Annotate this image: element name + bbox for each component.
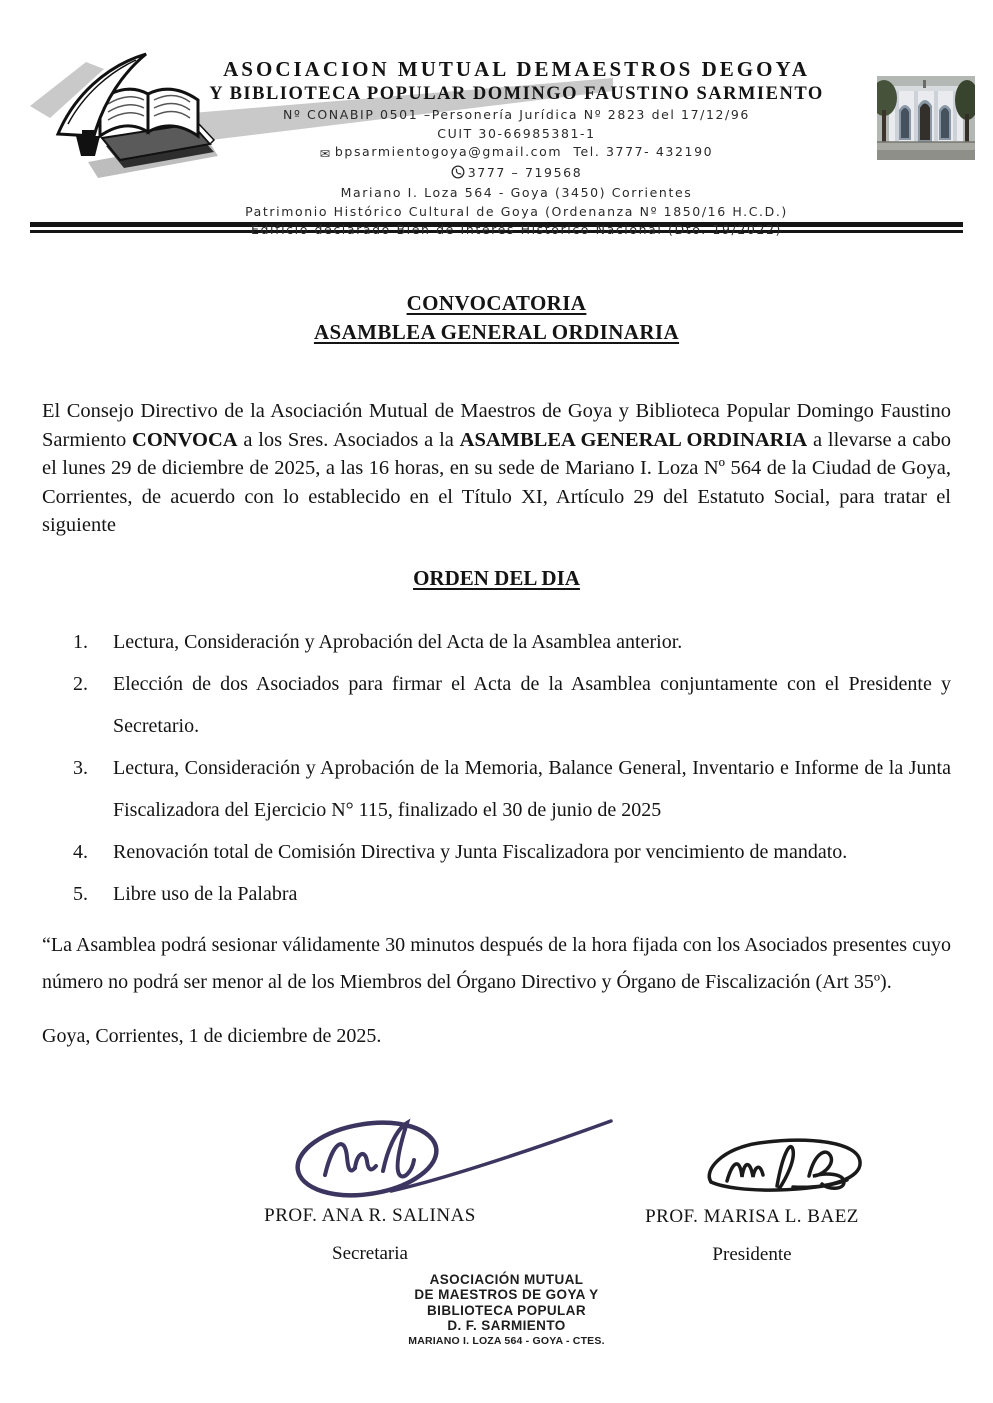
heritage-line2: Edificio declarado Bien de Interés Histórico Nacional (Dto. 19/2022)	[250, 222, 783, 237]
agenda-item-number: 2.	[73, 672, 88, 695]
intro-text-3: a llevarse a cabo el lunes 29 de diciembre de 2025, a las 16 horas, en su sede de Mariano I. Loza Nº 564 de la Ciudad de Goya, Corrientes, de acuerdo con lo establecido en el Título XI, Artículo 29 del Estatuto Social, para tratar el siguiente	[42, 428, 951, 536]
intro-bold-convoca: CONVOCA	[132, 428, 238, 451]
agenda-heading	[42, 566, 951, 591]
signature-block	[42, 1101, 951, 1266]
registry-line: Nº CONABIP 0501 –Personería Jurídica Nº 2823 del 17/12/96	[283, 107, 750, 122]
contact-line	[168, 143, 865, 164]
org-name-line1: ASOCIACION MUTUAL DEMAESTROS DEGOYA	[223, 57, 810, 81]
library-building-photo	[877, 76, 975, 160]
email-text: bpsarmientogoya@gmail.com	[334, 144, 563, 159]
stamp-line: DE MAESTROS DE GOYA Y	[414, 1287, 599, 1302]
intro-text-1: El Consejo Directivo de la Asociación Mutual de Maestros de Goya y Biblioteca Popular Domingo Faustino Sarmiento	[42, 400, 951, 451]
organization-stamp	[408, 1272, 604, 1348]
presidente-signature-icon	[697, 1134, 867, 1196]
whatsapp-line	[168, 164, 865, 185]
heritage-line1: Patrimonio Histórico Cultural de Goya (Ordenanza Nº 1850/16 H.C.D.)	[245, 203, 788, 219]
agenda-item-number: 3.	[73, 756, 88, 779]
agenda-item-number: 5.	[73, 882, 88, 905]
intro-text-2: a los Sres. Asociados a la	[237, 428, 460, 451]
secretaria-role: Secretaria	[332, 1242, 408, 1264]
intro-bold-asamblea: ASAMBLEA GENERAL ORDINARIA	[459, 428, 808, 451]
signature-secretaria	[190, 1101, 550, 1266]
address-line: Mariano I. Loza 564 - Goya (3450) Corrientes	[340, 185, 693, 200]
letterhead	[0, 0, 993, 237]
presidente-name: PROF. MARISA L. BAEZ	[645, 1205, 859, 1227]
presidente-role: Presidente	[712, 1243, 792, 1265]
secretaria-signature-icon	[285, 1111, 615, 1201]
stamp-line: ASOCIACIÓN MUTUAL	[429, 1271, 584, 1287]
agenda-item	[42, 663, 951, 747]
whatsapp-number: 3777 – 719568	[467, 164, 583, 180]
agenda-item-text: Libre uso de la Palabra	[113, 882, 298, 905]
dateline: Goya, Corrientes, 1 de diciembre de 2025.	[42, 1024, 382, 1047]
intro-paragraph	[42, 397, 951, 540]
agenda-item	[42, 747, 951, 831]
stamp-line: MARIANO I. LOZA 564 - GOYA - CTES.	[408, 1334, 605, 1347]
agenda-item	[42, 873, 951, 915]
secretaria-name: PROF. ANA R. SALINAS	[264, 1204, 476, 1226]
cuit-line: CUIT 30-66985381-1	[437, 125, 596, 141]
agenda-item	[42, 621, 951, 663]
agenda-item-text: Lectura, Consideración y Aprobación de la Memoria, Balance General, Inventario e Informe de la Junta Fiscalizadora del Ejercicio N° 115, finalizado el 30 de junio de 2025	[113, 756, 951, 821]
title-line2: ASAMBLEA GENERAL ORDINARIA	[313, 320, 680, 344]
whatsapp-icon	[451, 165, 465, 185]
title-line1: CONVOCATORIA	[406, 291, 587, 315]
letter-body	[0, 289, 993, 1348]
agenda-list	[42, 621, 951, 915]
agenda-item-text: Renovación total de Comisión Directiva y Junta Fiscalizadora por vencimiento de mandato.	[113, 840, 848, 863]
agenda-heading-text: ORDEN DEL DIA	[413, 565, 580, 590]
envelope-icon: ✉	[319, 146, 332, 161]
agenda-item-text: Lectura, Consideración y Aprobación del Acta de la Asamblea anterior.	[113, 630, 683, 653]
agenda-item-text: Elección de dos Asociados para firmar el Acta de la Asamblea conjuntamente con el Presidente y Secretario.	[113, 672, 951, 737]
agenda-item	[42, 831, 951, 873]
letterhead-text	[168, 0, 865, 240]
agenda-item-number: 4.	[73, 840, 88, 863]
stamp-line: BIBLIOTECA POPULAR	[427, 1302, 586, 1318]
signature-presidente	[592, 1101, 912, 1266]
quorum-note: “La Asamblea podrá sesionar válidamente 30 minutos después de la hora fijada con los Asociados presentes cuyo número no podrá ser menor al de los Miembros del Órgano Directivo y Órgano de Fiscalización (Art 35º).	[42, 933, 951, 993]
org-name-line2: Y BIBLIOTECA POPULAR DOMINGO FAUSTINO SARMIENTO	[209, 84, 824, 104]
stamp-line: D. F. SARMIENTO	[447, 1318, 566, 1333]
document-title	[42, 289, 951, 347]
phone-text: Tel. 3777- 432190	[573, 144, 714, 159]
agenda-item-number: 1.	[73, 630, 88, 653]
